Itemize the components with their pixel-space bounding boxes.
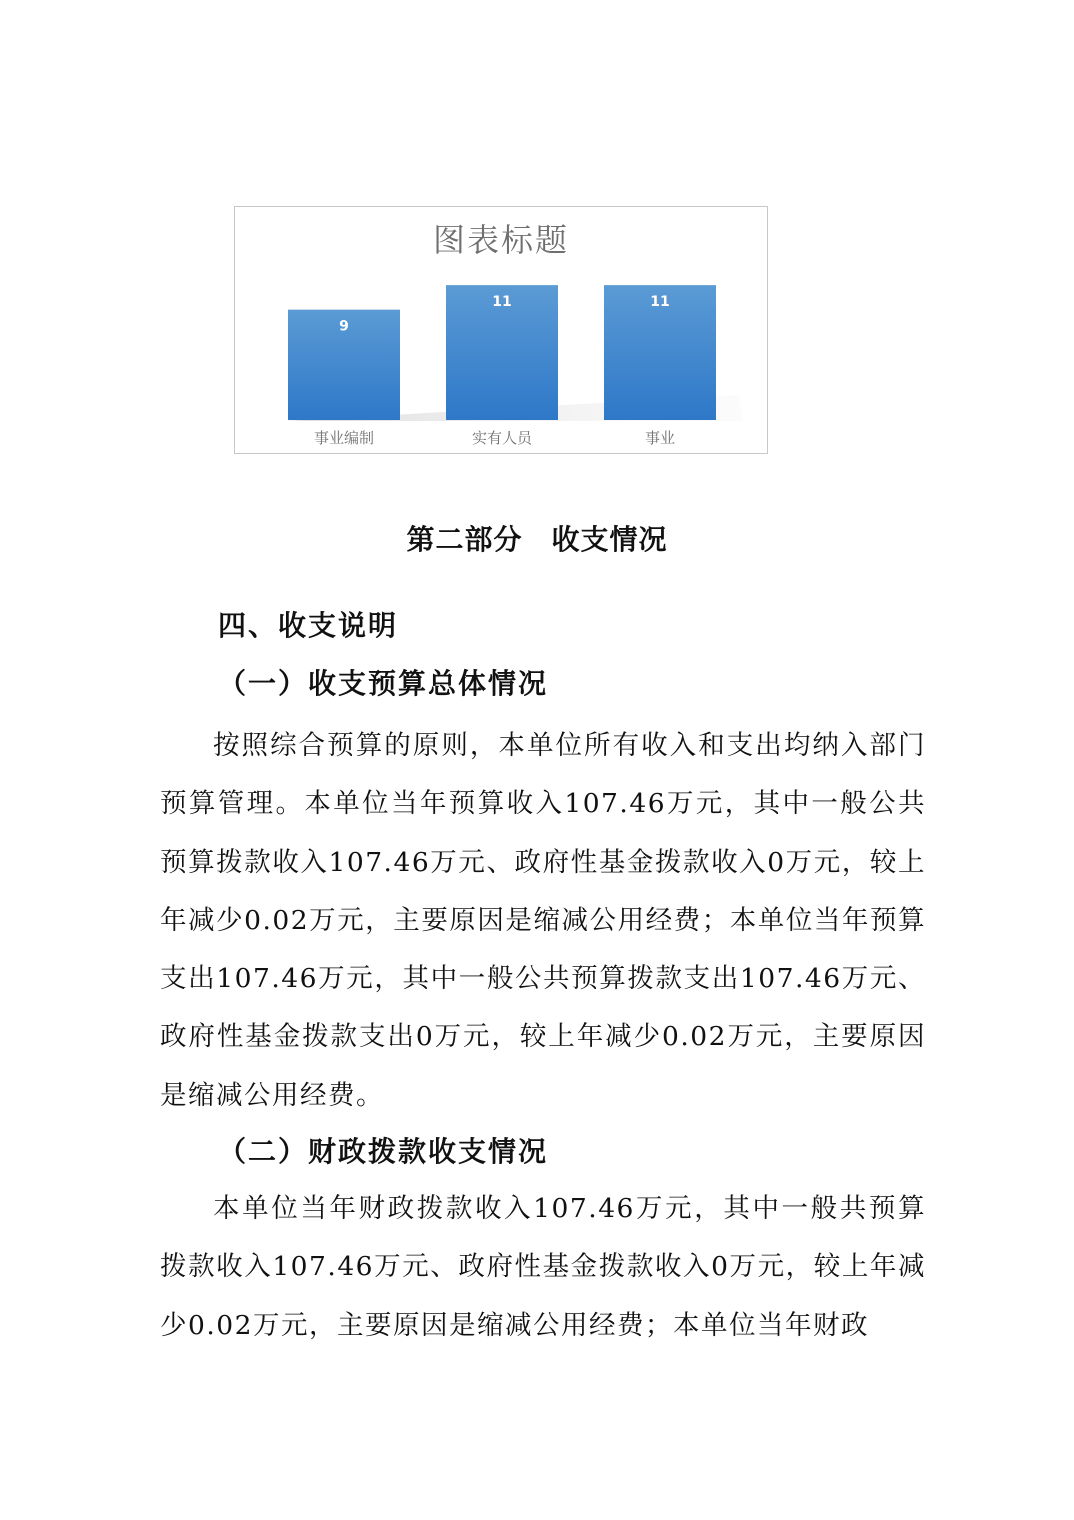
bar-value-label-3: 11 [650,294,670,311]
chart-title: 图表标题 [432,221,569,259]
category-label-2: 实有人员 [471,429,533,447]
bar-value-label-1: 9 [339,318,349,335]
staff-bar-chart [234,206,768,454]
category-label-1: 事业编制 [313,429,375,447]
subsection-heading-1: （一）收支预算总体情况 [218,667,549,700]
chart-plot [235,207,769,455]
bar-value-label-2: 11 [492,294,512,311]
part-title: 第二部分 收支情况 [406,523,668,556]
section-heading: 四、收支说明 [218,609,399,642]
paragraph-budget-overview: 按照综合预算的原则，本单位所有收入和支出均纳入部门预算管理。本单位当年预算收入107.46万元，其中一般公共预算拨款收入107.46万元、政府性基金拨款收入0万元，较上年减少0.02万元，主要原因是缩减公用经费；本单位当年预算支出107.46万元，其中一般公共预算拨款支出107.46万元、政府性基金拨款支出0万元，较上年减少0.02万元，主要原因是缩减公用经费。 [160,730,926,1111]
subsection-heading-2: （二）财政拨款收支情况 [218,1135,549,1168]
category-label-3: 事业 [644,429,676,447]
paragraph-fiscal-appropriation: 本单位当年财政拨款收入107.46万元，其中一般共预算拨款收入107.46万元、政府性基金拨款收入0万元，较上年减少0.02万元，主要原因是缩减公用经费；本单位当年财政 [160,1193,926,1341]
